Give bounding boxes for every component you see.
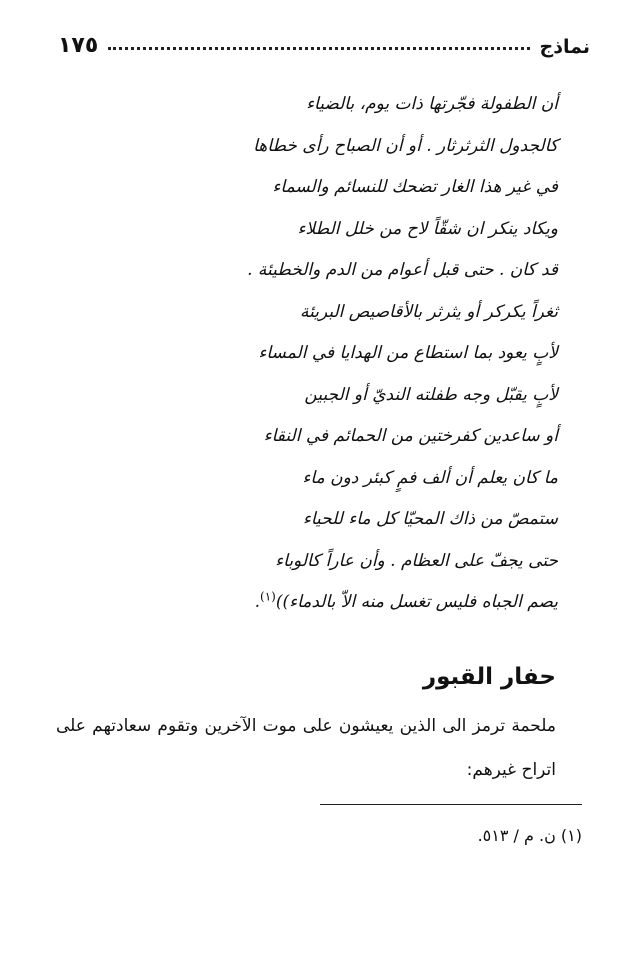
- poem-line: ثغراً يكركر أو يثرثر بالأقاصيص البريئة: [299, 301, 558, 322]
- poem-line: في غير هذا الغار تضحك للنسائم والسماء: [272, 177, 558, 197]
- poem-line-text: يصم الجباه فليس تغسل منه الاّ بالدماء)): [275, 592, 558, 612]
- poem-line: ما كان يعلم أن ألف فمٍ كبئر دون ماء: [302, 467, 558, 488]
- section-description: ملحمة ترمز الى الذين يعيشون على موت الآخرين وتقوم سعادتهم على اتراح غيرهم:: [56, 716, 556, 780]
- poem-line: قد كان . حتى قبل أعوام من الدم والخطيئة .: [247, 260, 558, 280]
- poem-line: حتى يجفّ على العظام . وأن عاراً كالوباء: [275, 550, 558, 571]
- dot-leader: [108, 46, 529, 50]
- running-header: [58, 26, 590, 58]
- line-end-period: .: [254, 592, 260, 612]
- poem-line: لأبٍ يعود بما استطاع من الهدايا في المساء: [258, 343, 558, 363]
- chapter-title: نماذج: [539, 36, 590, 58]
- poem-line: أو ساعدين كفرختين من الحمائم في النقاء: [263, 426, 558, 446]
- footnote-marker: (١): [260, 589, 276, 604]
- section-heading: حفار القبور: [422, 664, 556, 690]
- poem-line: كالجدول الثرثرثار . أو أن الصباح رأى خطاها: [253, 135, 558, 156]
- poem-line: لأبٍ يقبّل وجه طفلته النديّ أو الجبين: [304, 384, 558, 405]
- poem-excerpt: [58, 84, 558, 624]
- page-number: ١٧٥: [58, 33, 99, 58]
- poem-line-last: [58, 582, 558, 624]
- poem-line: ستمصّ من ذاك المحيّا كل ماء للحياء: [302, 509, 558, 529]
- poem-line: أن الطفولة فجّرتها ذات يوم، بالضياء: [306, 94, 558, 114]
- footnote-divider: [320, 804, 582, 805]
- footnote: (١) ن. م / ٥١٣.: [477, 826, 582, 845]
- poem-line: ويكاد ينكر ان شقّاً لاح من خلل الطلاء: [297, 218, 558, 239]
